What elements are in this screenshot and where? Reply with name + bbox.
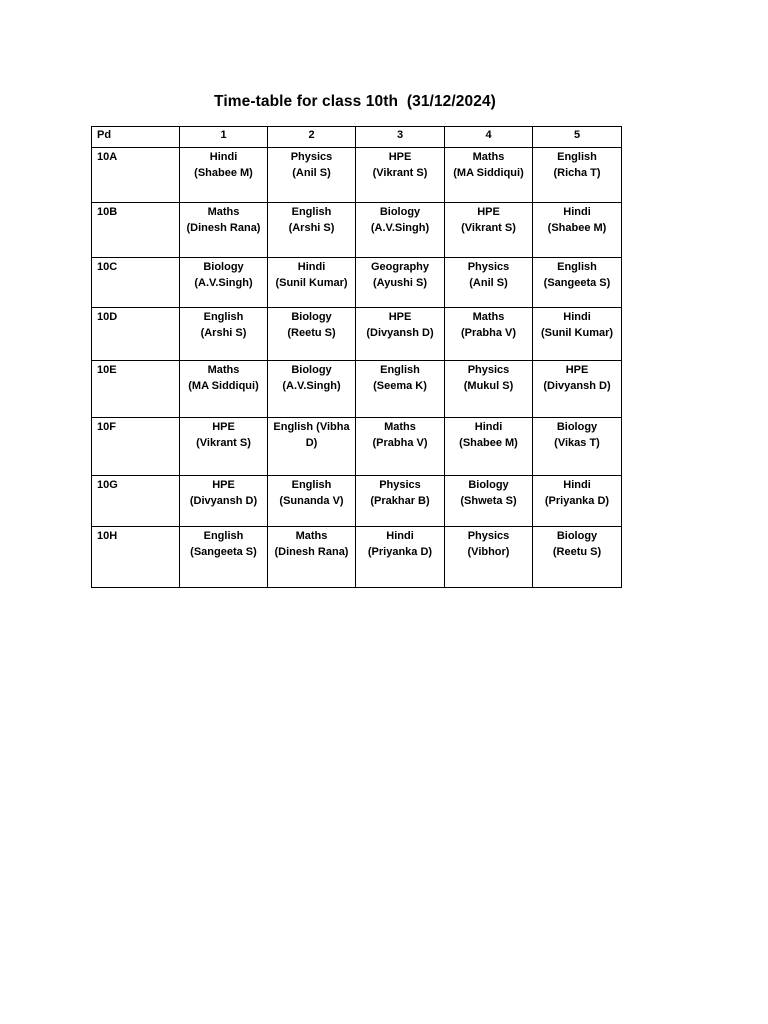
subject-label: Physics [467,364,510,376]
class-cell: 10E [92,361,180,418]
teacher-label: (Divyansh D) [189,495,258,507]
table-row [92,308,622,361]
period-cell [533,527,622,588]
teacher-label: (Priyanka D) [367,546,433,558]
column-header-period-4: 4 [445,127,533,148]
period-cell [533,203,622,258]
period-cell [356,258,445,308]
timetable-body [92,148,622,588]
period-cell [180,527,268,588]
teacher-label: (Shabee M) [547,222,607,234]
period-cell [533,476,622,527]
period-cell [445,361,533,418]
period-cell [533,418,622,476]
period-cell [356,476,445,527]
teacher-label: (Sunil Kumar) [540,327,614,339]
period-cell [268,308,356,361]
teacher-label: (MA Siddiqui) [188,380,259,392]
subject-label: Biology [556,530,598,542]
subject-label: Maths [472,151,505,163]
period-cell [268,527,356,588]
teacher-label: (A.V.Singh) [370,222,430,234]
class-cell: 10G [92,476,180,527]
period-cell [356,418,445,476]
teacher-label: (Sangeeta S) [190,546,257,558]
table-row [92,258,622,308]
teacher-label: (Sunil Kumar) [275,277,348,289]
subject-label: Physics [290,151,333,163]
timetable [91,126,622,588]
teacher-label: (A.V.Singh) [194,277,253,289]
subject-label: Hindi [297,261,326,273]
subject-label: Geography [370,261,430,273]
teacher-label: (Arshi S) [288,222,335,234]
subject-label: Physics [379,479,421,491]
period-cell [356,361,445,418]
subject-label: Biology [291,311,332,323]
subject-label: Biology [203,261,244,273]
period-cell [268,361,356,418]
subject-label: Hindi [563,479,591,491]
teacher-label: (Richa T) [553,167,601,179]
table-row [92,203,622,258]
column-header-period-5: 5 [533,127,622,148]
period-cell [445,203,533,258]
period-cell [356,203,445,258]
teacher-label: (Vibhor) [467,546,510,558]
teacher-label: (Dinesh Rana) [274,546,349,558]
teacher-label: (Dinesh Rana) [186,222,261,234]
column-header-period-3: 3 [356,127,445,148]
subject-label: HPE [388,151,412,163]
subject-label: Maths [207,364,240,376]
subject-label: Hindi [563,206,591,218]
period-cell [180,361,268,418]
teacher-label: (Divyansh D) [366,327,434,339]
teacher-label: (Prabha V) [372,437,428,449]
teacher-label: (Mukul S) [463,380,514,392]
period-cell [445,418,533,476]
teacher-label: (Shweta S) [460,495,517,507]
subject-label: HPE [388,311,412,323]
subject-label: Maths [207,206,240,218]
subject-label: English [203,530,244,542]
period-cell [180,308,268,361]
teacher-label: (Shabee M) [459,437,518,449]
subject-label: Maths [472,311,505,323]
subject-label: English (Vibha [273,421,350,433]
period-cell [268,203,356,258]
subject-label: Physics [467,261,510,273]
teacher-label: (Arshi S) [200,327,247,339]
period-cell [533,148,622,203]
subject-label: Hindi [209,151,238,163]
period-cell [268,418,356,476]
subject-label: HPE [565,364,589,376]
class-cell: 10C [92,258,180,308]
teacher-label: (Divyansh D) [543,380,611,392]
class-cell: 10F [92,418,180,476]
table-row [92,148,622,203]
teacher-label: (Vikrant S) [196,437,251,449]
teacher-label: D) [305,437,318,449]
period-cell [180,418,268,476]
subject-label: Biology [379,206,421,218]
teacher-label: (Prakhar B) [370,495,430,507]
period-cell [445,476,533,527]
subject-label: HPE [212,479,235,491]
teacher-label: (Vikrant S) [461,222,516,234]
page-title: Time-table for class 10th (31/12/2024) [214,93,496,110]
subject-label: HPE [212,421,235,433]
subject-label: English [291,479,332,491]
teacher-label: (Anil S) [469,277,508,289]
class-cell: 10B [92,203,180,258]
period-cell [533,308,622,361]
subject-label: Maths [295,530,328,542]
subject-label: Physics [467,530,510,542]
subject-label: Hindi [563,311,591,323]
teacher-label: (Seema K) [373,380,427,392]
column-header-pd: Pd [92,127,180,148]
table-row [92,476,622,527]
column-header-period-1: 1 [180,127,268,148]
teacher-label: (Anil S) [292,167,331,179]
period-cell [180,258,268,308]
subject-label: English [203,311,244,323]
period-cell [533,258,622,308]
table-header-row [92,127,622,148]
period-cell [268,258,356,308]
teacher-label: (Sangeeta S) [543,277,611,289]
table-row [92,418,622,476]
period-cell [268,476,356,527]
period-cell [268,148,356,203]
teacher-label: (MA Siddiqui) [453,167,524,179]
subject-label: English [380,364,420,376]
period-cell [356,527,445,588]
teacher-label: (Prabha V) [460,327,516,339]
period-cell [445,527,533,588]
table-row [92,527,622,588]
subject-label: English [557,261,597,273]
period-cell [180,148,268,203]
class-cell: 10H [92,527,180,588]
period-cell [445,308,533,361]
teacher-label: (Shabee M) [194,167,253,179]
subject-label: Hindi [386,530,414,542]
period-cell [445,258,533,308]
subject-label: Biology [291,364,332,376]
column-header-period-2: 2 [268,127,356,148]
teacher-label: (Priyanka D) [544,495,610,507]
subject-label: Biology [556,421,598,433]
teacher-label: (Ayushi S) [373,277,427,289]
period-cell [356,308,445,361]
table-row [92,361,622,418]
subject-label: English [557,151,597,163]
teacher-label: (Reetu S) [552,546,602,558]
teacher-label: (A.V.Singh) [282,380,341,392]
period-cell [445,148,533,203]
teacher-label: (Sunanda V) [279,495,344,507]
subject-label: English [291,206,332,218]
class-cell: 10D [92,308,180,361]
subject-label: HPE [477,206,500,218]
period-cell [180,476,268,527]
teacher-label: (Vikas T) [554,437,600,449]
period-cell [180,203,268,258]
subject-label: Biology [468,479,509,491]
subject-label: Maths [384,421,416,433]
teacher-label: (Vikrant S) [372,167,428,179]
period-cell [533,361,622,418]
subject-label: Hindi [474,421,503,433]
class-cell: 10A [92,148,180,203]
period-cell [356,148,445,203]
teacher-label: (Reetu S) [287,327,336,339]
